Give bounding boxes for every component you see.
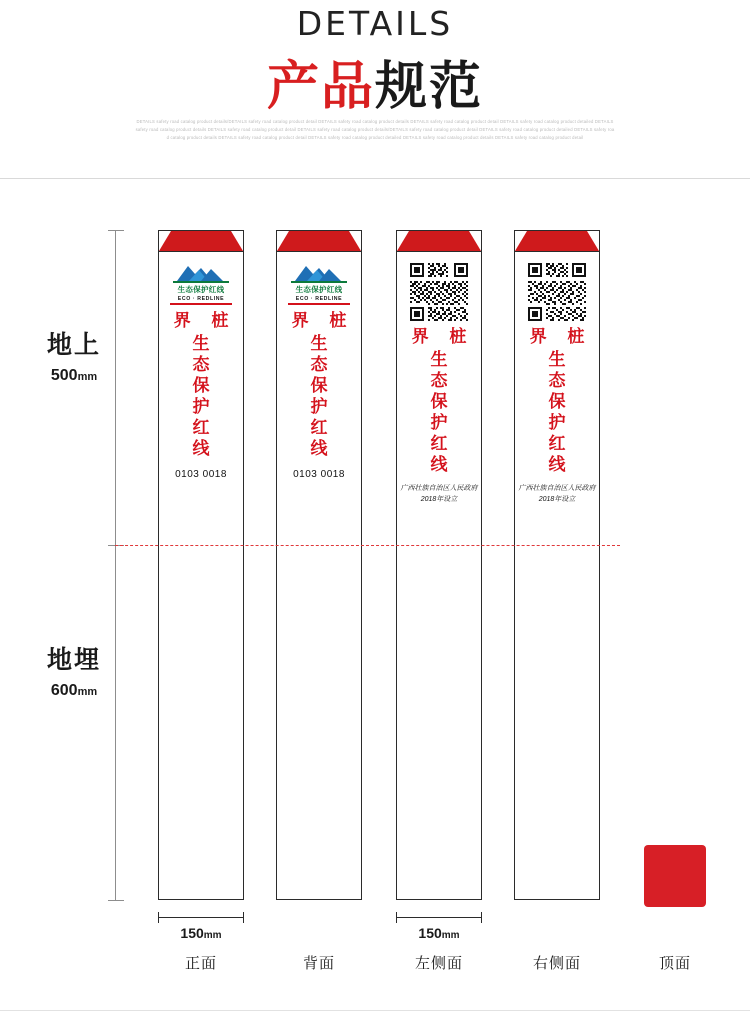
post-cap-back	[276, 230, 362, 252]
post-gov-right-line2: 2018年设立	[538, 496, 576, 503]
post-title-front: 界 桩	[173, 311, 237, 330]
label-buried-value: 600mm	[50, 682, 98, 699]
label-buried	[34, 640, 114, 700]
post-code-back: 0103 0018	[293, 469, 345, 480]
measurement-rail	[115, 230, 116, 900]
header-blurb-text: DETAILS safety road catalog product details/DETAILS safety road catalog product detail DETAILS safety road catalog product details DETAILS safety road catalog product detail DETAILS safety road catalog product detailed DETAILS safety road catalog product details DETAILS safety road catalog product detail DETAILS safety road catalog product details/DETAILS safety road catalog product detail DETAILS safety road catalog product detailed DETAILS safety road catalog product details DETAILS safety road catalog product detail DETAILS safety road catalog product detailed DETAILS safety road catalog product details DETAILS safety road catalog product detail	[135, 119, 615, 140]
logo-text-en: ECO · REDLINE	[177, 296, 225, 302]
qr-code-left	[410, 263, 468, 321]
post-left-face	[397, 253, 481, 505]
dim-tick-left	[158, 912, 159, 923]
rail-tick-top	[108, 230, 124, 231]
logo-text-en: ECO · REDLINE	[295, 296, 343, 302]
logo-text-cn: 生态保护红线	[177, 285, 225, 294]
page-title-cn-red: 产品	[266, 58, 375, 116]
page-title-cn-black: 规范	[375, 58, 484, 116]
post-left-side	[396, 230, 482, 900]
qr-code-icon	[410, 263, 468, 321]
dim-tick-right	[243, 912, 244, 923]
page-title-en: DETAILS	[296, 4, 454, 43]
post-title-left: 界 桩	[411, 327, 475, 346]
width-dimension-front	[158, 917, 244, 918]
dim-tick-left	[396, 912, 397, 923]
post-front-face	[159, 253, 243, 480]
width-label-side: 150mm	[418, 925, 460, 941]
qr-code-right	[528, 263, 586, 321]
post-code-front: 0103 0018	[175, 469, 227, 480]
top-face-swatch	[644, 845, 706, 907]
caption-right-side: 右侧面	[532, 955, 581, 972]
post-vertical-text-front: 生 态 保 护 红 线	[192, 334, 210, 458]
post-back	[276, 230, 362, 900]
post-cap-front	[158, 230, 244, 252]
caption-top-face: 顶面	[658, 955, 691, 972]
dim-tick-right	[481, 912, 482, 923]
post-right-face	[515, 253, 599, 505]
ground-level-line	[115, 545, 620, 546]
page-title-cn	[0, 44, 750, 119]
caption-left-side: 左侧面	[414, 955, 463, 972]
post-vertical-text-left: 生 态 保 护 红 线	[430, 350, 448, 474]
post-title-right: 界 桩	[529, 327, 593, 346]
post-cap-right	[514, 230, 600, 252]
post-gov-left	[401, 483, 478, 505]
caption-front: 正面	[184, 955, 217, 972]
width-dimension-side	[396, 917, 482, 918]
post-title-back: 界 桩	[291, 311, 355, 330]
header-divider	[0, 178, 750, 179]
rail-tick-bottom	[108, 900, 124, 901]
post-gov-right-line1: 广西壮族自治区人民政府	[518, 485, 596, 492]
mountain-icon	[171, 261, 231, 283]
qr-code-icon	[528, 263, 586, 321]
label-above-ground-title: 地上	[46, 331, 101, 359]
post-gov-right	[519, 483, 596, 505]
post-vertical-text-right: 生 态 保 护 红 线	[548, 350, 566, 474]
eco-redline-logo-back	[286, 261, 352, 305]
post-front	[158, 230, 244, 900]
width-label-front: 150mm	[180, 925, 222, 941]
post-gov-left-line1: 广西壮族自治区人民政府	[400, 485, 478, 492]
footer-divider	[0, 1010, 750, 1011]
post-cap-left	[396, 230, 482, 252]
label-above-ground	[34, 325, 114, 385]
label-buried-title: 地埋	[46, 646, 101, 674]
label-above-ground-value: 500mm	[50, 367, 98, 384]
logo-red-bar	[288, 303, 350, 305]
logo-red-bar	[170, 303, 232, 305]
caption-back: 背面	[302, 955, 335, 972]
page-header	[0, 0, 750, 180]
post-vertical-text-back: 生 态 保 护 红 线	[310, 334, 328, 458]
mountain-icon	[289, 261, 349, 283]
eco-redline-logo	[168, 261, 234, 305]
post-back-face	[277, 253, 361, 480]
post-gov-left-line2: 2018年设立	[420, 496, 458, 503]
post-right-side	[514, 230, 600, 900]
logo-text-cn: 生态保护红线	[295, 285, 343, 294]
